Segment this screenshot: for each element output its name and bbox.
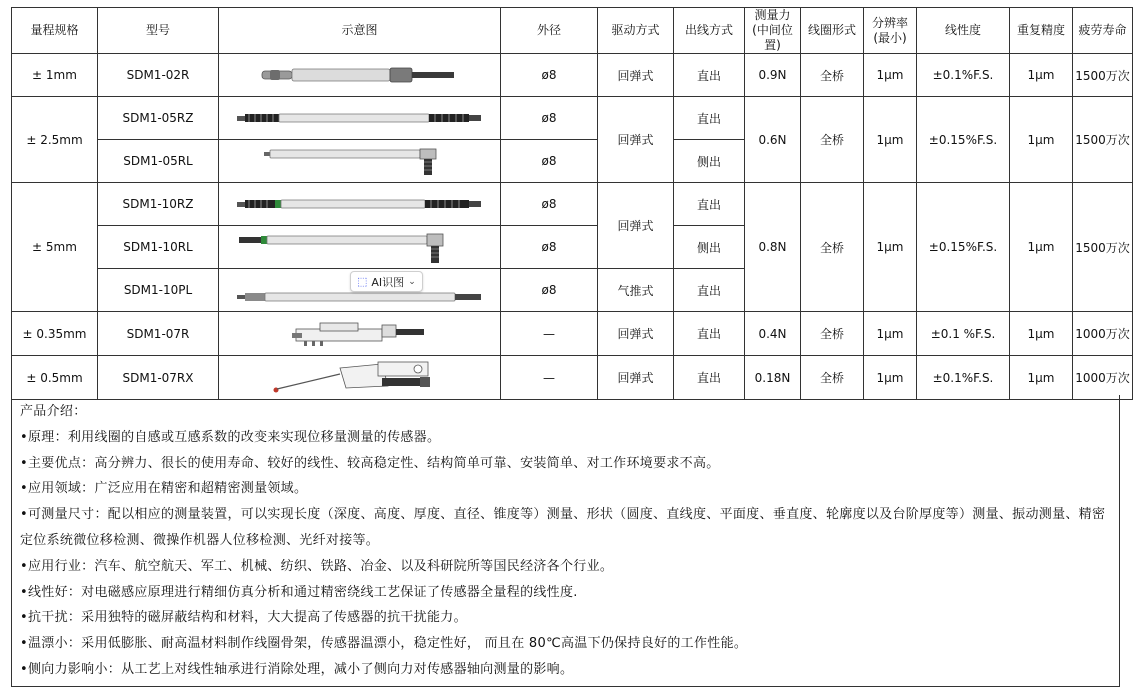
model-cell: SDM1-05RZ [98, 97, 219, 140]
ai-recognize-label: AI识图 [371, 275, 405, 289]
range-cell: ± 0.35mm [12, 312, 98, 356]
lever-sensor-image [219, 356, 501, 400]
probe-sensor-image [219, 54, 501, 97]
header-force-line1: 测量力 [754, 8, 791, 22]
header-model: 型号 [98, 8, 219, 54]
outlet-cell: 侧出 [674, 140, 745, 183]
outer-diameter-cell: ø8 [501, 97, 598, 140]
drive-cell: 气推式 [598, 269, 674, 312]
range-cell: ± 2.5mm [12, 97, 98, 183]
outer-diameter-cell: ø8 [501, 183, 598, 226]
table-row [12, 54, 1133, 97]
fatigue-life-cell: 1000万次 [1073, 312, 1133, 356]
ai-scan-icon: ⬚ [357, 275, 368, 288]
header-repeatability: 重复精度 [1010, 8, 1073, 54]
outlet-cell: 直出 [674, 356, 745, 400]
coil-cell: 全桥 [801, 97, 864, 183]
force-cell: 0.8N [745, 183, 801, 312]
drive-cell: 回弹式 [598, 356, 674, 400]
force-cell: 0.9N [745, 54, 801, 97]
intro-line: •温漂小：采用低膨胀、耐高温材料制作线圈骨架，传感器温漂小，稳定性好， 而且在 80℃高温下仍保持良好的工作性能。 [20, 636, 748, 652]
model-cell: SDM1-05RL [98, 140, 219, 183]
header-resolution [864, 8, 917, 54]
resolution-cell: 1μm [864, 183, 917, 312]
force-cell: 0.6N [745, 97, 801, 183]
coil-cell: 全桥 [801, 312, 864, 356]
coil-cell: 全桥 [801, 356, 864, 400]
fatigue-life-cell: 1500万次 [1073, 54, 1133, 97]
header-linearity: 线性度 [917, 8, 1010, 54]
repeatability-cell: 1μm [1010, 183, 1073, 312]
ai-recognize-button[interactable] [350, 271, 423, 292]
header-row [12, 8, 1133, 54]
model-cell: SDM1-10RZ [98, 183, 219, 226]
resolution-cell: 1μm [864, 356, 917, 400]
drive-cell: 回弹式 [598, 54, 674, 97]
outer-diameter-cell: ø8 [501, 226, 598, 269]
range-cell: ± 5mm [12, 183, 98, 312]
probe-sensor-side-outlet-image [219, 226, 501, 269]
outer-diameter-cell: ø8 [501, 140, 598, 183]
intro-line: •可测量尺寸：配以相应的测量装置，可以实现长度（深度、高度、厚度、直径、锥度等）测量、形状（圆度、直线度、平面度、垂直度、轮廓度以及台阶厚度等）测量、振动测量、精密定位系统微位移检测、微操作机器人位移检测、光纤对接等。 [20, 507, 1106, 548]
outer-diameter-cell: ø8 [501, 54, 598, 97]
outer-diameter-cell: — [501, 356, 598, 400]
resolution-cell: 1μm [864, 54, 917, 97]
coil-cell: 全桥 [801, 183, 864, 312]
header-coil: 线圈形式 [801, 8, 864, 54]
intro-line: •主要优点：高分辨力、很长的使用寿命、较好的线性、较高稳定性、结构简单可靠、安装简单、对工作环境要求不高。 [20, 455, 720, 471]
model-cell: SDM1-07RX [98, 356, 219, 400]
fatigue-life-cell: 1000万次 [1073, 356, 1133, 400]
drive-cell: 回弹式 [598, 312, 674, 356]
outlet-cell: 直出 [674, 183, 745, 226]
model-cell: SDM1-10PL [98, 269, 219, 312]
outer-diameter-cell: — [501, 312, 598, 356]
intro-line: •原理：利用线圈的自感或互感系数的改变来实现位移量测量的传感器。 [20, 429, 441, 445]
outlet-cell: 直出 [674, 269, 745, 312]
spec-table [11, 7, 1133, 400]
fatigue-life-cell: 1500万次 [1073, 183, 1133, 312]
chevron-down-icon: ⌄ [408, 276, 416, 287]
header-outlet: 出线方式 [674, 8, 745, 54]
repeatability-cell: 1μm [1010, 356, 1073, 400]
model-cell: SDM1-10RL [98, 226, 219, 269]
header-force-line2: (中间位置) [752, 23, 793, 52]
linearity-cell: ±0.1%F.S. [917, 356, 1010, 400]
header-drive: 驱动方式 [598, 8, 674, 54]
outlet-cell: 侧出 [674, 226, 745, 269]
header-image: 示意图 [219, 8, 501, 54]
force-cell: 0.4N [745, 312, 801, 356]
intro-line: •应用行业：汽车、航空航天、军工、机械、纺织、铁路、冶金、以及科研院所等国民经济各个行业。 [20, 558, 614, 574]
repeatability-cell: 1μm [1010, 97, 1073, 183]
header-resolution-line2: (最小) [873, 30, 907, 45]
lever-sensor-image [219, 312, 501, 356]
repeatability-cell: 1μm [1010, 312, 1073, 356]
outlet-cell: 直出 [674, 54, 745, 97]
intro-line: •应用领域：广泛应用在精密和超精密测量领域。 [20, 481, 308, 497]
model-cell: SDM1-07R [98, 312, 219, 356]
outer-diameter-cell: ø8 [501, 269, 598, 312]
outlet-cell: 直出 [674, 97, 745, 140]
table-row [12, 97, 1133, 140]
header-fatigue-life: 疲劳寿命 [1073, 8, 1133, 54]
coil-cell: 全桥 [801, 54, 864, 97]
probe-sensor-side-outlet-image [219, 140, 501, 183]
header-force [745, 8, 801, 54]
probe-sensor-image [219, 183, 501, 226]
repeatability-cell: 1μm [1010, 54, 1073, 97]
intro-title: 产品介绍： [20, 404, 87, 419]
drive-cell: 回弹式 [598, 97, 674, 183]
product-intro [11, 395, 1120, 687]
resolution-cell: 1μm [864, 97, 917, 183]
intro-line: •线性好：对电磁感应原理进行精细仿真分析和通过精密绕线工艺保证了传感器全量程的线性度. [20, 584, 578, 600]
range-cell: ± 1mm [12, 54, 98, 97]
fatigue-life-cell: 1500万次 [1073, 97, 1133, 183]
force-cell: 0.18N [745, 356, 801, 400]
linearity-cell: ±0.15%F.S. [917, 97, 1010, 183]
linearity-cell: ±0.1%F.S. [917, 54, 1010, 97]
drive-cell: 回弹式 [598, 183, 674, 269]
linearity-cell: ±0.1 %F.S. [917, 312, 1010, 356]
probe-sensor-image [219, 97, 501, 140]
header-outer-diameter: 外径 [501, 8, 598, 54]
header-range: 量程规格 [12, 8, 98, 54]
resolution-cell: 1μm [864, 312, 917, 356]
range-cell: ± 0.5mm [12, 356, 98, 400]
probe-sensor-image [219, 269, 501, 312]
table-row [12, 356, 1133, 400]
table-row [12, 312, 1133, 356]
header-resolution-line1: 分辨率 [871, 15, 908, 30]
linearity-cell: ±0.15%F.S. [917, 183, 1010, 312]
intro-line: •抗干扰：采用独特的磁屏蔽结构和材料，大大提高了传感器的抗干扰能力。 [20, 610, 467, 626]
model-cell: SDM1-02R [98, 54, 219, 97]
outlet-cell: 直出 [674, 312, 745, 356]
table-row [12, 183, 1133, 226]
intro-line: •侧向力影响小：从工艺上对线性轴承进行消除处理，减小了侧向力对传感器轴向测量的影响。 [20, 661, 574, 677]
